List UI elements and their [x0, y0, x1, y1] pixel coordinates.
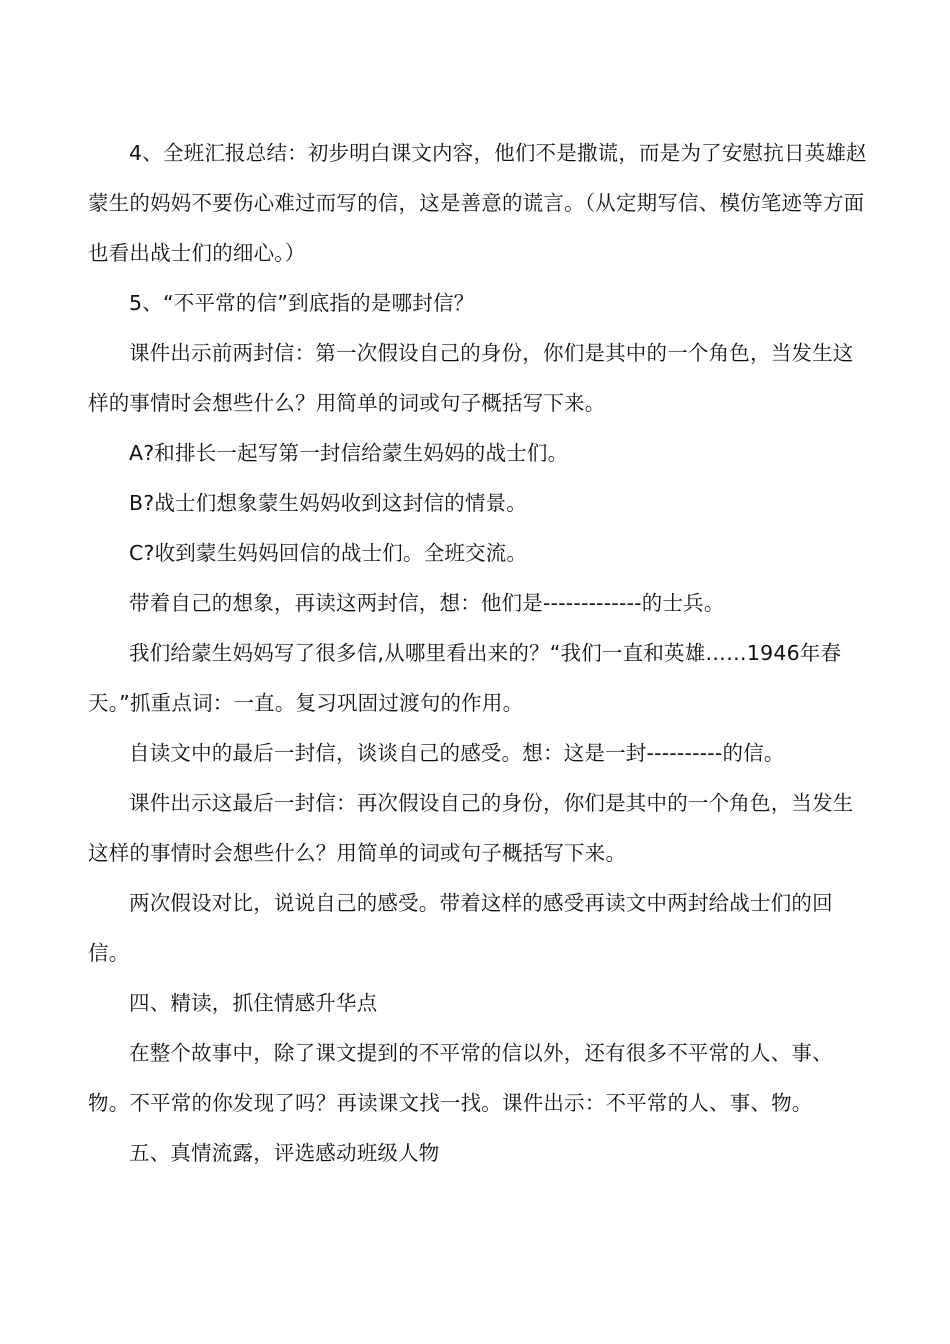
paragraph-role-a: A?和排长一起写第一封信给蒙生妈妈的战士们。 — [129, 441, 569, 465]
paragraph-unusual-things: 在整个故事中，除了课文提到的不平常的信以外，还有很多不平常的人、事、物。不平常的你发现了吗？再读课文找一找。课件出示：不平常的人、事、物。 — [88, 1041, 833, 1115]
paragraph-compare-assumptions: 两次假设对比，说说自己的感受。带着这样的感受再读文中两封给战士们的回信。 — [88, 891, 833, 965]
paragraph-many-letters: 我们给蒙生妈妈写了很多信,从哪里看出来的？“我们一直和英雄……1946年春天。”抓重点词：一直。复习巩固过渡句的作用。 — [88, 641, 842, 715]
paragraph-first-two-letters: 课件出示前两封信：第一次假设自己的身份，你们是其中的一个角色，当发生这样的事情时会想些什么？用简单的词或句子概括写下来。 — [88, 341, 854, 415]
section-heading-5: 五、真情流露，评选感动班级人物 — [129, 1141, 440, 1165]
paragraph-question-unusual-letter: 5、“不平常的信”到底指的是哪封信？ — [129, 291, 475, 315]
paragraph-summary-report: 4、全班汇报总结：初步明白课文内容，他们不是撒谎，而是为了安慰抗日英雄赵蒙生的妈妈不要伤心难过而写的信，这是善意的谎言。（从定期写信、模仿笔迹等方面也看出战士们的细心。） — [88, 141, 867, 265]
paragraph-reread-letters: 带着自己的想象，再读这两封信，想：他们是-------------的士兵。 — [129, 591, 725, 615]
paragraph-role-c: C?收到蒙生妈妈回信的战士们。全班交流。 — [129, 541, 528, 565]
paragraph-last-letter: 自读文中的最后一封信，谈谈自己的感受。想：这是一封----------的信。 — [129, 741, 785, 765]
paragraph-role-b: B?战士们想象蒙生妈妈收到这封信的情景。 — [129, 491, 527, 515]
paragraph-show-last-letter: 课件出示这最后一封信：再次假设自己的身份，你们是其中的一个角色，当发生这样的事情时会想些什么？用简单的词或句子概括写下来。 — [88, 791, 854, 865]
section-heading-4: 四、精读，抓住情感升华点 — [129, 991, 378, 1015]
document-body — [88, 128, 868, 1178]
